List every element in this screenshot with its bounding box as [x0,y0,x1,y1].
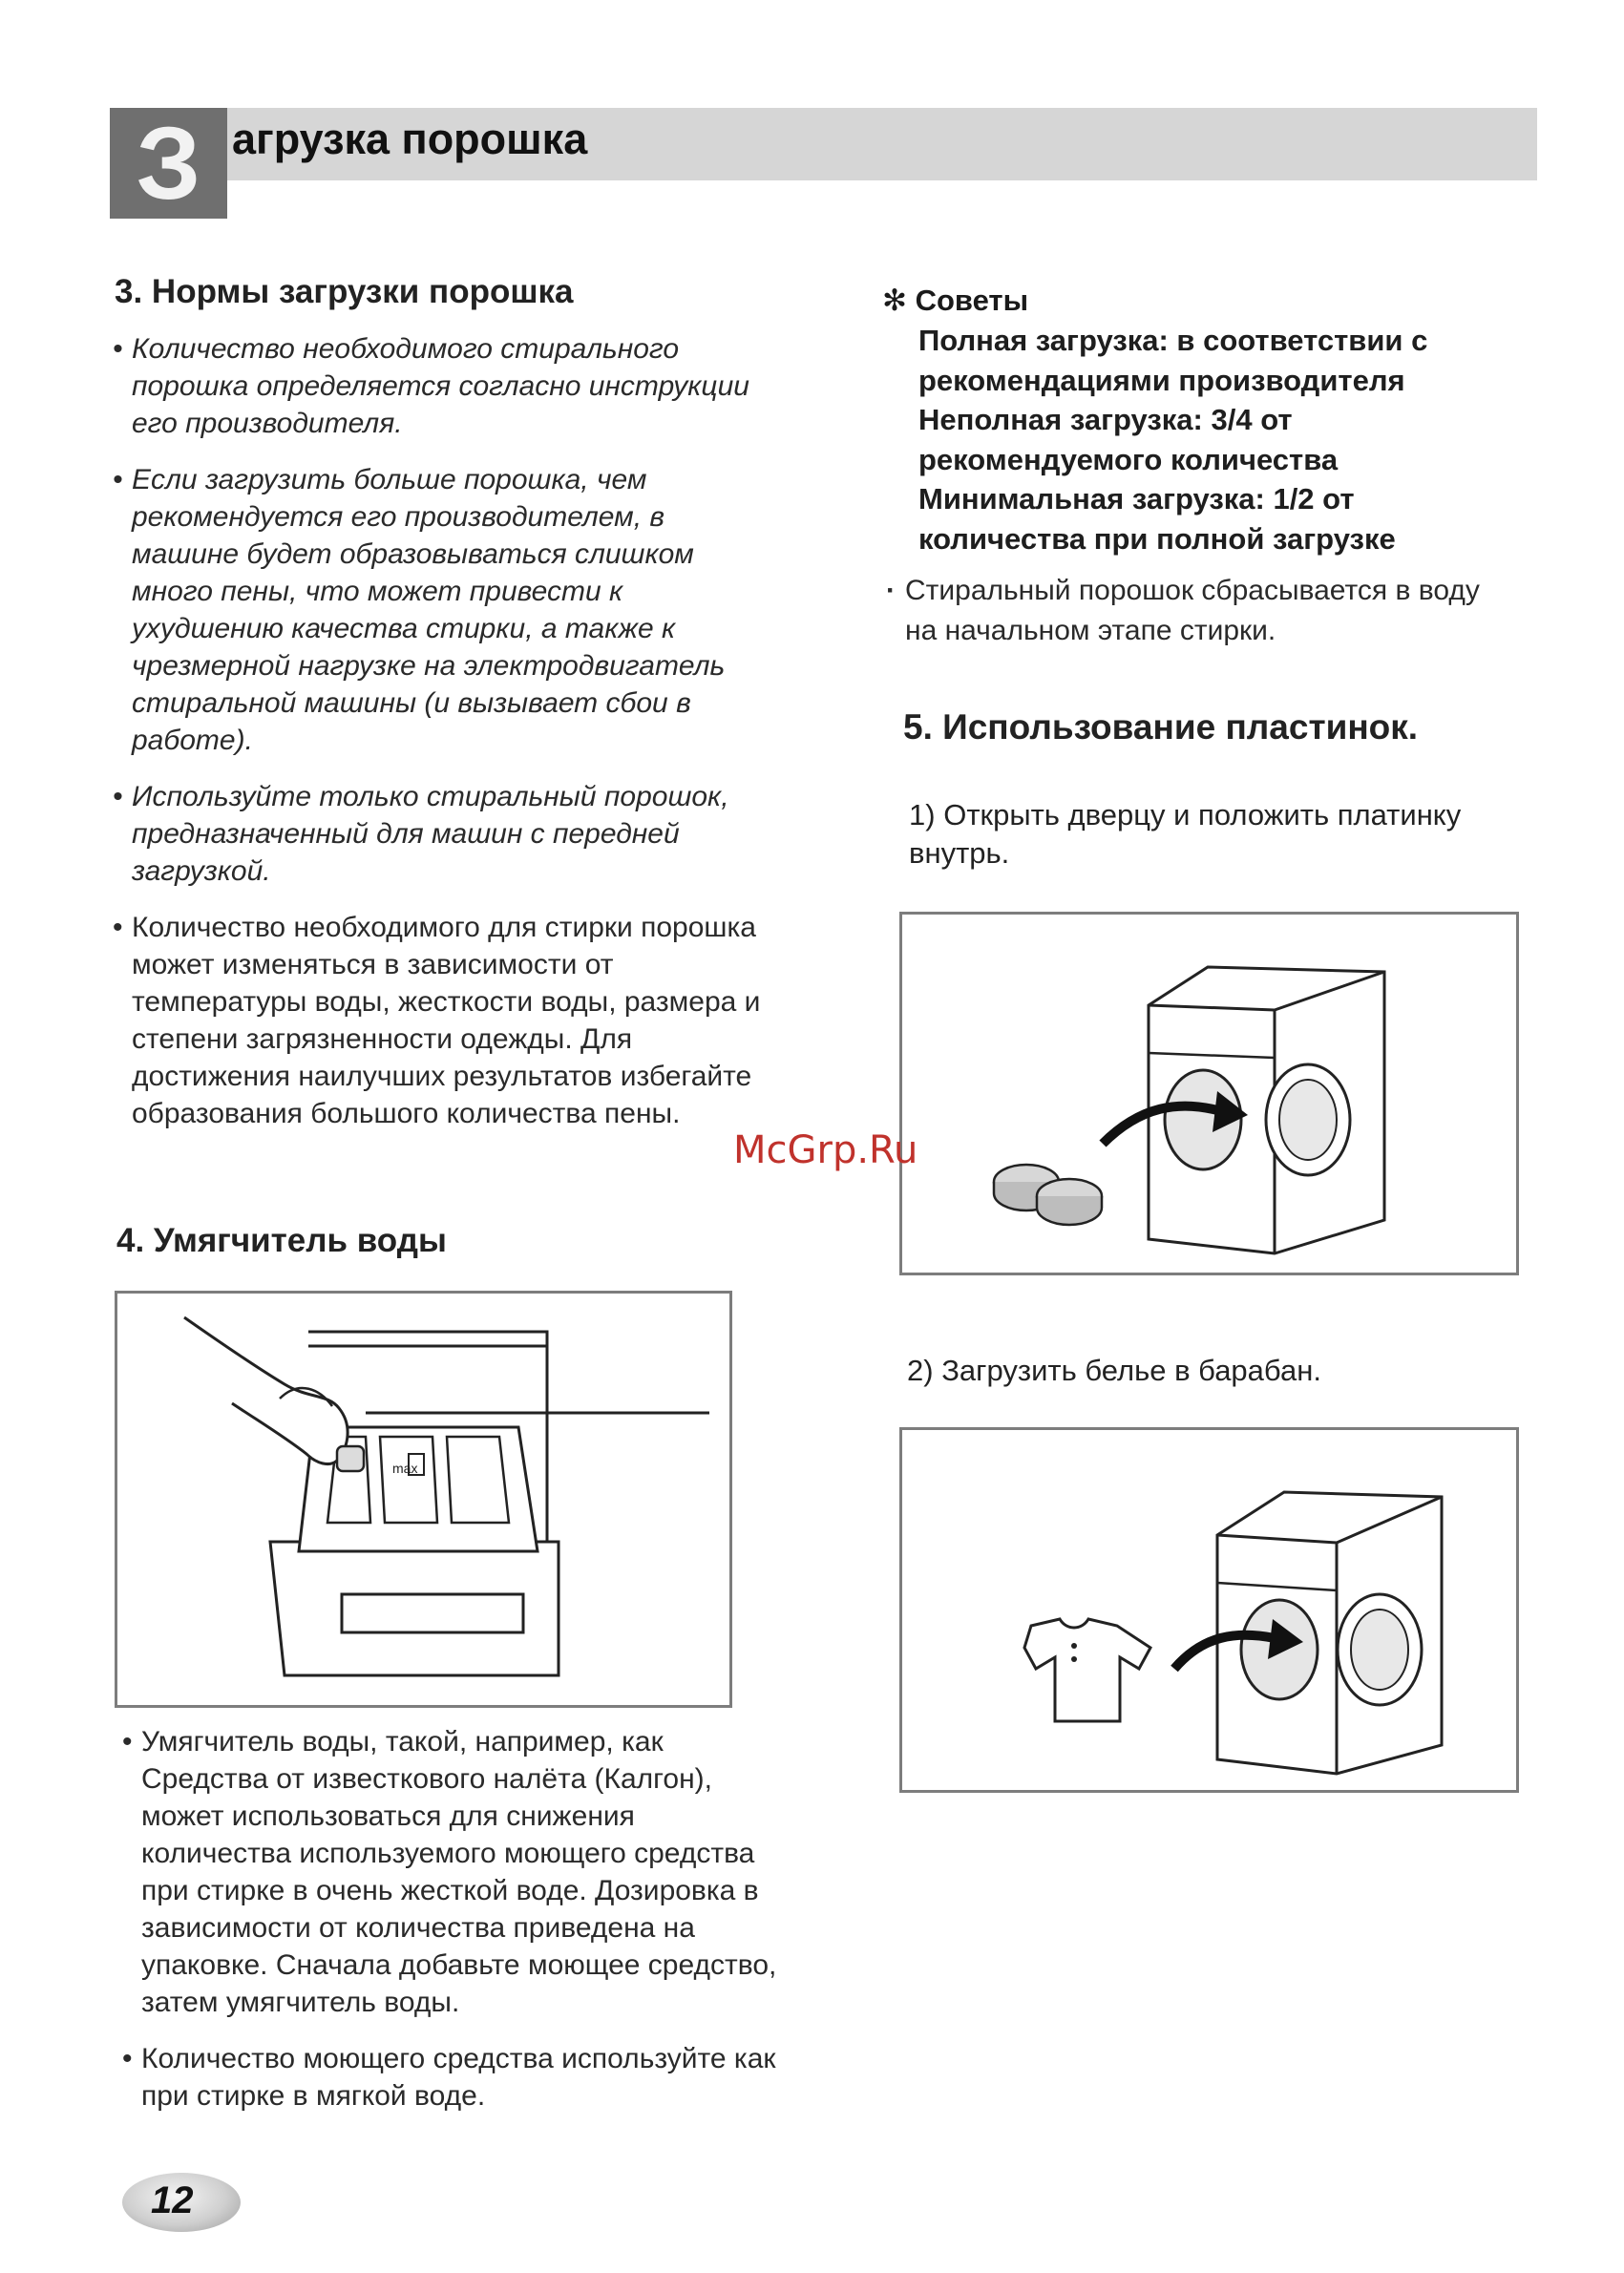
washer-with-shirt-illustration [902,1430,1516,1790]
max-label: max [392,1461,418,1476]
bullet-item: • Количество моющего средства используйте как при стирке в мягкой воде. [122,2040,791,2115]
section-4-title: 4. Умягчитель воды [116,1222,447,1259]
tips-title: Советы [915,284,1029,317]
laundry-load-figure [899,1427,1519,1793]
water-softener-figure [115,1291,732,1708]
tips-heading [882,281,1028,321]
tips-asterisk-icon: ✻ [882,284,907,317]
chapter-letter-box: З [110,108,227,219]
bullet-item: • Если загрузить больше порошка, чем рекомендуется его производителем, в машине будет образовываться слишком много пены, что может привести к ухудшению качества стирки, а также к чрезмерной нагрузке на электродвигатель стиральной машины (и вызывает сбои в работе). [113,461,771,759]
section-3-bullets [113,330,771,1151]
tips-note: · Стиральный порошок сбрасывается в воду на начальном этапе стирки. [884,571,1516,651]
step-2-text: Загрузить белье в барабан. [941,1354,1321,1387]
bullet-item: • Используйте только стиральный порошок, предназначенный для машин с передней загрузкой. [113,778,771,890]
bullet-item: • Количество необходимого стирального порошка определяется согласно инструкции его производителя. [113,330,771,442]
bullet-item: • Количество необходимого для стирки порошка может изменяться в зависимости от температуры воды, жесткости воды, размера и степени загрязненности одежды. Для достижения наилучших результатов избегайте образования большого количества пены. [113,909,771,1132]
tips-line: Неполная загрузка: 3/4 от [918,403,1293,436]
step-2-number: 2) [907,1354,934,1387]
tips-line: рекомендациями производителя [918,363,1405,397]
tips-line: Полная загрузка: в соответствии с [918,324,1428,357]
tips-line: количества при полной загрузке [918,521,1396,556]
tips-line: рекомендуемого количества [918,442,1339,476]
tips-list [918,321,1510,558]
section-5-title: 5. Использование пластинок. [903,707,1419,747]
section-3-title: 3. Нормы загрузки порошка [115,273,574,310]
tablet-insert-figure [899,912,1519,1275]
bullet-item: • Умягчитель воды, такой, например, как Средства от известкового налёта (Калгон), может использоваться для снижения количества используемого моющего средства при стирке в очень жесткой воде. Дозировка в зависимости от количества приведена на упаковке. Сначала добавьте моющее средство, затем умягчитель воды. [122,1723,791,2021]
washer-with-tablets-illustration [902,915,1516,1273]
step-1 [909,796,1520,873]
page-number: 12 [151,2179,194,2221]
tips-line: Минимальная загрузка: 1/2 от [918,482,1355,516]
step-1-number: 1) [909,798,936,831]
watermark: McGrp.Ru [733,1128,918,1172]
step-2 [907,1352,1518,1390]
step-1-text: Открыть дверцу и положить платинку внутрь. [909,798,1462,870]
section-4-bullets [122,1723,791,2134]
dispenser-drawer-illustration [117,1294,729,1705]
page-title: агрузка порошка [232,115,588,163]
